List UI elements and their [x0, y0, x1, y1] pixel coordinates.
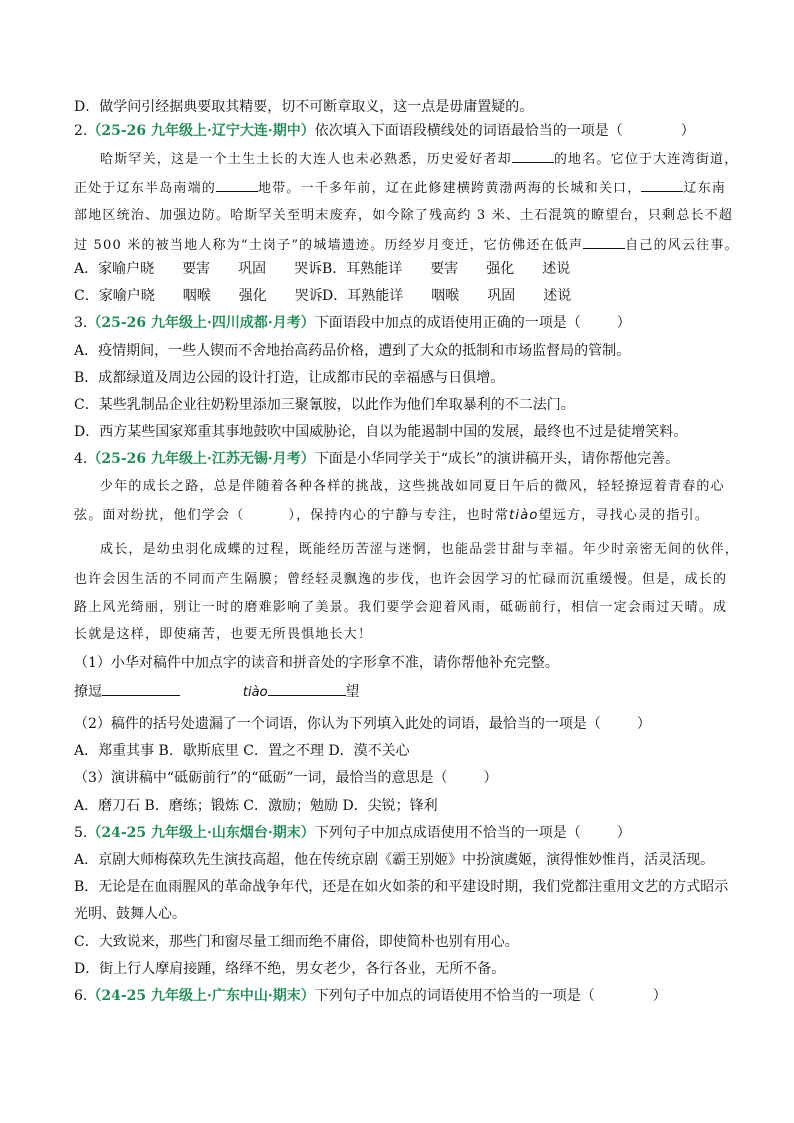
speech-line: 弦。面对纷扰，他们学会（ ），保持内心的宁静与专注，也时常tiào望远方，寻找心灵的指引。	[74, 508, 709, 523]
prev-option-d: D．做学问引经据典要取其精要，切不可断章取义，这一点是毋庸置疑的。	[74, 99, 534, 115]
passage-line: 过 500 米的被当地人称为“土岗子”的城墙遗迹。历经岁月变迁，它仿佛还在低声 自己的风云往事。	[74, 234, 739, 256]
option-b-continued: 光明、鼓舞人心。	[74, 906, 186, 922]
option-b: B．耳熟能详 要害 强化 述说	[322, 261, 571, 277]
speech-line: 路上风光绮丽，别让一时的磨难影响了美景。我们要学会迎着风雨，砥砺前行，相信一定会雨过天晴。成	[74, 600, 728, 615]
question-source: （25-26 九年级上·江苏无锡·月考）	[87, 451, 315, 467]
question-number: 3.	[74, 315, 88, 331]
option-b: B．无论是在血雨腥风的革命战争年代，还是在如火如荼的和平建设时期，我们党都注重用文艺的方式昭示	[74, 879, 729, 895]
option-c: C．某些乳制品企业往奶粉里添加三聚氰胺，以此作为他们牟取暴利的不二法门。	[74, 397, 575, 413]
question-number: 5.	[74, 825, 88, 841]
speech-line: 长就是这样，即使痛苦，也要无所畏惧地长大！	[74, 627, 373, 642]
question-stem: 依次填入下面语段横线处的词语最恰当的一项是（	[314, 123, 623, 139]
option-a: A．家喻户晓 要害 巩固 哭诉	[74, 261, 323, 277]
fill-blank	[641, 177, 683, 192]
question-number: 4.	[74, 451, 88, 467]
sub-question-2-options: A．郑重其事 B．歇斯底里 C．置之不理 D．漠不关心	[74, 743, 410, 759]
option-c: C．家喻户晓 咽喉 强化 哭诉	[74, 288, 323, 304]
option-d: D．耳熟能详 咽喉 巩固 述说	[322, 288, 572, 304]
option-a: A．疫情期间，一些人锲而不舍地抬高药品价格，遭到了大众的抵制和市场监督局的管制。	[74, 343, 631, 359]
speech-line: 少年的成长之路，总是伴随着各种各样的挑战，这些挑战如同夏日午后的微风，轻轻撩逗着青春的心	[100, 479, 725, 494]
question-6-header: 6.（24-25 九年级上·广东中山·期末）下列句子中加点的词语使用不恰当的一项是（ ）	[74, 988, 667, 1004]
speech-line: 也许会因生活的不同而产生隔膜；曾经轻灵飘逸的步伐，也许会因学习的忙碌而沉重缓慢。但是，成长的	[74, 572, 728, 587]
question-source: （24-25 九年级上·山东烟台·期末）	[87, 825, 315, 841]
answer-blank	[268, 681, 346, 696]
question-3-header: 3.（25-26 九年级上·四川成都·月考）下面语段中加点的成语使用正确的一项是（ ）	[74, 315, 631, 331]
option-d: D．西方某些国家郑重其事地鼓吹中国威胁论，自以为能遏制中国的发展，最终也不过是徒增笑料。	[74, 424, 688, 440]
passage-line: 哈斯罕关，这是一个土生土长的大连人也未必熟悉，历史爱好者却 的地名。它位于大连湾街道，	[100, 148, 738, 170]
sub-question-3: （3）演讲稿中“砥砺前行”的“砥砺”一词，最恰当的意思是（ ）	[74, 770, 498, 786]
fill-blank	[216, 177, 258, 192]
passage-line: 部地区统治、加强边防。哈斯罕关至明末废弃，如今除了残高约 3 米、土石混筑的瞭望台，只剩总长不超	[74, 208, 734, 223]
option-c: C．大致说来，那些门和窗尽量工细而绝不庸俗，即使简朴也别有用心。	[74, 934, 519, 950]
sub-question-2: （2）稿件的括号处遗漏了一个词语，你认为下列填入此处的词语，最恰当的一项是（ ）	[74, 716, 651, 732]
question-stem: 下列句子中加点的词语使用不恰当的一项是（	[314, 988, 595, 1004]
option-d: D．街上行人摩肩接踵，络绎不绝，男女老少，各行各业，无所不备。	[74, 961, 506, 977]
sub-question-1: （1）小华对稿件中加点字的读音和拼音处的字形拿不准，请你帮他补充完整。	[74, 655, 559, 671]
passage-line: 正处于辽东半岛南端的 地带。一千多年前，辽在此修建横跨黄渤两海的长城和关口， 辽东南	[74, 177, 726, 199]
fill-blank	[583, 234, 625, 249]
pinyin-text: tiào	[509, 508, 539, 523]
speech-line: 成长，是幼虫羽化成蝶的过程，既能经历苦涩与迷惘，也能品尝甘甜与幸福。年少时亲密无间的伙伴，	[100, 542, 740, 557]
fill-blank	[512, 148, 554, 163]
question-4-header	[74, 449, 679, 469]
option-a: A．京剧大师梅葆玖先生演技高超，他在传统京剧《霸王别姬》中扮演虞姬，演得惟妙惟肖，活灵活现。	[74, 852, 715, 868]
question-source: （25-26 九年级上·辽宁大连·期中）	[87, 123, 315, 139]
question-stem: 下列句子中加点成语使用不恰当的一项是（	[314, 825, 581, 841]
word-label: 撩逗	[74, 684, 102, 700]
answer-blank	[102, 681, 180, 696]
question-stem: 下面语段中加点的成语使用正确的一项是（	[314, 315, 581, 331]
question-2-header: 2.（25-26 九年级上·辽宁大连·期中）依次填入下面语段横线处的词语最恰当的一项是（ ）	[74, 123, 695, 139]
sub-question-3-options: A．磨刀石 B．磨练；锻炼 C．激励；勉励 D．尖锐；锋利	[74, 798, 438, 814]
pinyin-label: tiào	[242, 685, 268, 700]
question-number: 6.	[74, 988, 88, 1004]
sub-question-1-answer	[74, 681, 360, 703]
question-5-header: 5.（24-25 九年级上·山东烟台·期末）下列句子中加点成语使用不恰当的一项是（ ）	[74, 825, 631, 841]
question-source: （25-26 九年级上·四川成都·月考）	[87, 315, 315, 331]
question-source: （24-25 九年级上·广东中山·期末）	[87, 988, 315, 1004]
char-label: 望	[345, 684, 360, 700]
question-stem: 下面是小华同学关于“成长”的演讲稿开头，请你帮他完善。	[314, 451, 680, 467]
option-b: B．成都绿道及周边公园的设计打造，让成都市民的幸福感与日俱增。	[74, 370, 505, 386]
question-number: 2.	[74, 123, 88, 139]
